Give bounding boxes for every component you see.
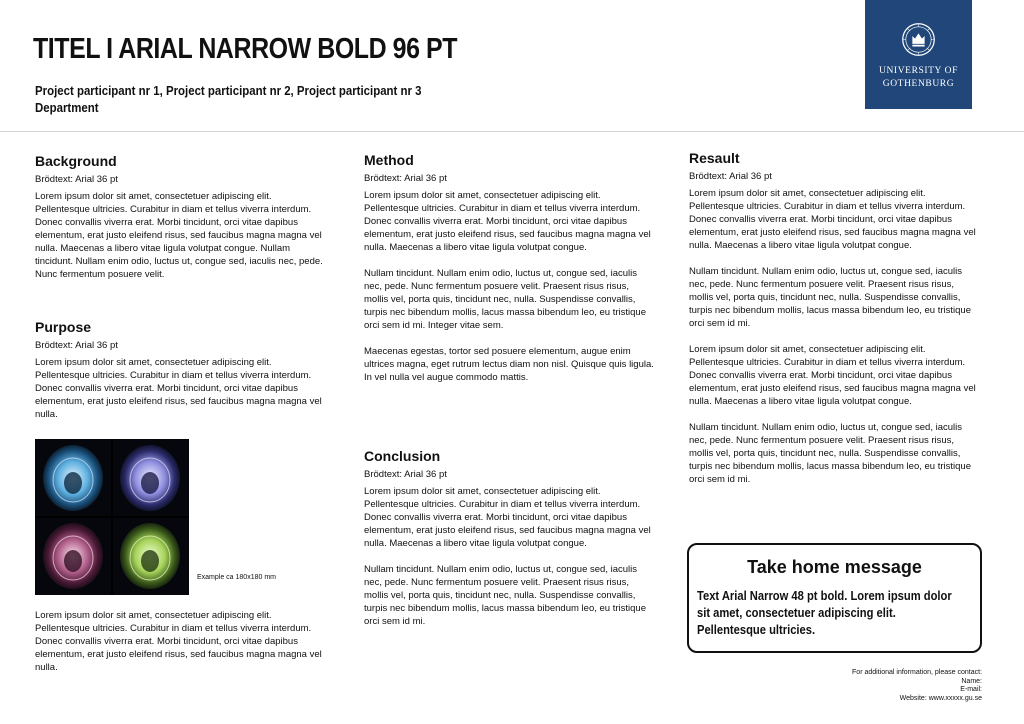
background-paragraph: Lorem ipsum dolor sit amet, consectetuer adipiscing elit. Pellentesque ultricies. Curabitur in diam et tellus viverra interdum. Donec convallis viverra erat. Morbi tincidunt, orci vitae dapibus elementum, erat justo eleifend risus, sed faucibus magna magna vel nulla. Maecenas a libero vitae ligula volutpat congue. Nullam tincidunt. Nullam enim odio, luctus ut, congue sed, iaculis nec, pede. Nunc fermentum posuere velit. [35,191,323,280]
result-subtitle: Brödtext: Arial 36 pt [689,171,772,182]
purpose-section [35,318,325,421]
take-home-text: Text Arial Narrow 48 pt bold. Lorem ipsum dolor sit amet, consectetuer adipiscing elit. Pellentesque ultricies. [697,588,952,637]
method-subtitle: Brödtext: Arial 36 pt [364,173,447,184]
image-caption: Example ca 180x180 mm [197,574,276,581]
method-paragraph-1: Lorem ipsum dolor sit amet, consectetuer adipiscing elit. Pellentesque ultricies. Curabitur in diam et tellus viverra interdum. Donec convallis viverra erat. Morbi tincidunt, orci vitae dapibus elementum, erat justo eleifend risus, sed faucibus magna magna vel nulla. Maecenas a libero vitae ligula volutpat congue. [364,190,651,253]
method-section [364,151,654,384]
result-heading: Resault [689,150,740,166]
header-divider [0,131,1024,132]
purpose-after-image-paragraph: Lorem ipsum dolor sit amet, consectetuer adipiscing elit. Pellentesque ultricies. Curabitur in diam et tellus viverra interdum. Donec convallis viverra erat. Morbi tincidunt, orci vitae dapibus elementum, erat justo eleifend risus, sed faucibus magna magna vel nulla. [35,610,322,673]
participants-block [35,82,422,116]
contact-intro: For additional information, please contact: [852,669,982,676]
background-subtitle: Brödtext: Arial 36 pt [35,174,118,185]
mri-scan-image [35,439,189,595]
conclusion-section [364,447,654,628]
result-paragraph-1: Lorem ipsum dolor sit amet, consectetuer adipiscing elit. Pellentesque ultricies. Curabitur in diam et tellus viverra interdum. Donec convallis viverra erat. Morbi tincidunt, orci vitae dapibus elementum, erat justo eleifend risus, sed faucibus magna magna vel nulla. Maecenas a libero vitae ligula volutpat congue. [689,188,976,251]
conclusion-paragraph-2: Nullam tincidunt. Nullam enim odio, luctus ut, congue sed, iaculis nec, pede. Nunc fermentum posuere velit. Praesent risus risus, mollis vel, porta quis, tincidunt nec, nulla. Suspendisse convallis, turpis nec bibendum mollis, lacus massa bibendum leo, eu tristique orci sem id mi. [364,564,646,627]
result-paragraph-3: Lorem ipsum dolor sit amet, consectetuer adipiscing elit. Pellentesque ultricies. Curabitur in diam et tellus viverra interdum. Donec convallis viverra erat. Morbi tincidunt, orci vitae dapibus elementum, erat justo eleifend risus, sed faucibus magna magna vel nulla. Maecenas a libero vitae ligula volutpat congue. [689,344,976,407]
logo-line-1: UNIVERSITY OF [879,66,958,76]
purpose-paragraph: Lorem ipsum dolor sit amet, consectetuer adipiscing elit. Pellentesque ultricies. Curabitur in diam et tellus viverra interdum. Donec convallis viverra erat. Morbi tincidunt, orci vitae dapibus elementum, erat justo eleifend risus, sed faucibus magna magna vel nulla. [35,357,322,420]
logo-line-2: GOTHENBURG [882,79,955,89]
contact-website: Website: www.xxxxx.gu.se [899,694,982,702]
result-paragraph-2: Nullam tincidunt. Nullam enim odio, luctus ut, congue sed, iaculis nec, pede. Nunc fermentum posuere velit. Praesent risus risus, mollis vel, porta quis, tincidunt nec, nulla. Suspendisse convallis, turpis nec bibendum mollis, lacus massa bibendum leo, eu tristique orci sem id mi. [689,266,971,329]
contact-name: Name: [961,677,982,685]
take-home-title: Take home message [747,557,922,577]
university-logo [865,0,972,109]
purpose-subtitle: Brödtext: Arial 36 pt [35,340,118,351]
method-paragraph-3: Maecenas egestas, tortor sed posuere elementum, augue enim ultrices magna, eget rutrum lectus diam non nisl. Quisque quis ligula. In vel nulla vel augue commodo mattis. [364,346,654,383]
method-heading: Method [364,152,414,168]
contact-info [782,669,982,703]
department-line: Department [35,100,99,115]
conclusion-subtitle: Brödtext: Arial 36 pt [364,469,447,480]
background-section [35,152,325,281]
mri-scan-graphic [35,439,189,595]
conclusion-heading: Conclusion [364,448,441,464]
contact-email: E-mail: [960,686,982,693]
method-paragraph-2: Nullam tincidunt. Nullam enim odio, luctus ut, congue sed, iaculis nec, pede. Nunc fermentum posuere velit. Praesent risus risus, mollis vel, porta quis, tincidunt nec, nulla. Suspendisse convallis, turpis nec bibendum mollis, lacus massa bibendum leo, eu tristique orci sem id mi. Integer vitae sem. [364,268,646,331]
purpose-after-image [35,609,325,674]
take-home-box [687,543,982,653]
result-paragraph-4: Nullam tincidunt. Nullam enim odio, luctus ut, congue sed, iaculis nec, pede. Nunc fermentum posuere velit. Praesent risus risus, mollis vel, porta quis, tincidunt nec, nulla. Suspendisse convallis, turpis nec bibendum mollis, lacus massa bibendum leo, eu tristique orci sem id mi. [689,422,971,485]
result-section [689,149,979,486]
university-seal-icon [901,22,936,57]
purpose-heading: Purpose [35,319,92,335]
conclusion-paragraph-1: Lorem ipsum dolor sit amet, consectetuer adipiscing elit. Pellentesque ultricies. Curabitur in diam et tellus viverra interdum. Donec convallis viverra erat. Morbi tincidunt, orci vitae dapibus elementum, erat justo eleifend risus, sed faucibus magna magna vel nulla. Maecenas a libero vitae ligula volutpat congue. [364,486,651,549]
poster-title: TITEL I ARIAL NARROW BOLD 96 PT [33,33,458,65]
participants-line: Project participant nr 1, Project participant nr 2, Project participant nr 3 [35,83,422,98]
background-heading: Background [35,153,117,169]
